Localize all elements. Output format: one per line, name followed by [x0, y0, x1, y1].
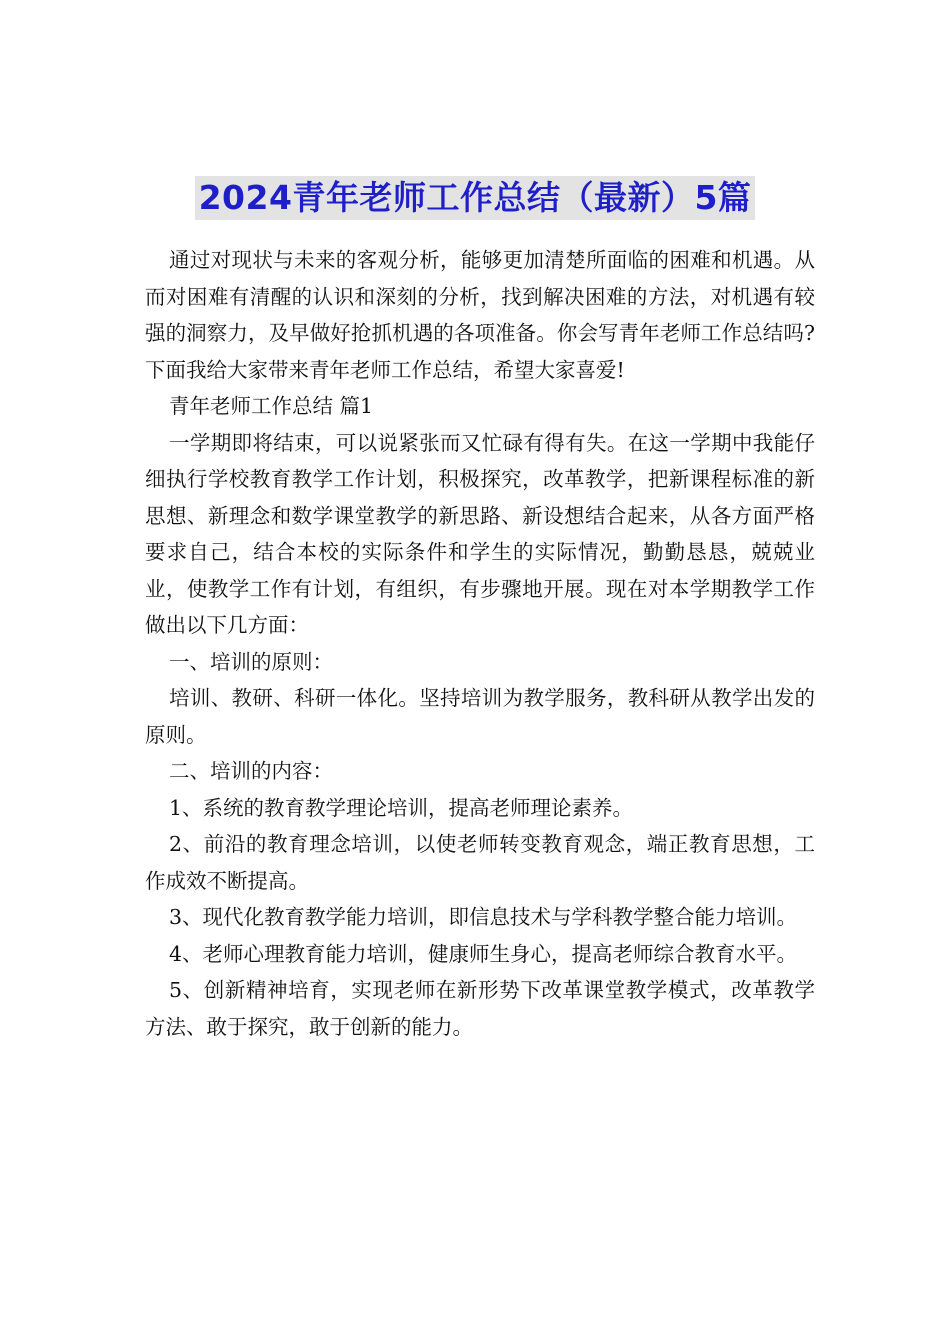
body-paragraph: 培训、教研、科研一体化。坚持培训为教学服务，教科研从教学出发的原则。	[145, 686, 815, 747]
document-body	[145, 242, 815, 1045]
section-heading: 青年老师工作总结 篇1	[169, 394, 374, 418]
list-item: 3、现代化教育教学能力培训，即信息技术与学科教学整合能力培训。	[169, 905, 798, 929]
list-item: 1、系统的教育教学理论培训，提高老师理论素养。	[169, 795, 634, 820]
list-item: 4、老师心理教育能力培训，健康师生身心，提高老师综合教育水平。	[169, 941, 798, 966]
document-title: 2024青年老师工作总结（最新）5篇	[195, 176, 756, 220]
list-item: 5、创新精神培育，实现老师在新形势下改革课堂教学模式，改革教学方法、敢于探究，敢于创新的能力。	[145, 978, 815, 1039]
intro-paragraph: 通过对现状与未来的客观分析，能够更加清楚所面临的困难和机遇。从而对困难有清醒的认识和深刻的分析，找到解决困难的方法，对机遇有较强的洞察力，及早做好抢抓机遇的各项准备。你会写青年老师工作总结吗?下面我给大家带来青年老师工作总结，希望大家喜爱!	[145, 248, 815, 382]
title-container	[0, 176, 950, 220]
list-item: 2、前沿的教育理念培训，以使老师转变教育观念，端正教育思想，工作成效不断提高。	[145, 832, 815, 893]
subsection-heading: 二、培训的内容：	[169, 759, 333, 783]
body-paragraph: 一学期即将结束，可以说紧张而又忙碌有得有失。在这一学期中我能仔细执行学校教育教学工作计划，积极探究，改革教学，把新课程标准的新思想、新理念和数学课堂教学的新思路、新设想结合起来，从各方面严格要求自己，结合本校的实际条件和学生的实际情况，勤勤恳恳，兢兢业业，使教学工作有计划，有组织，有步骤地开展。现在对本学期教学工作做出以下几方面：	[145, 430, 815, 637]
subsection-heading: 一、培训的原则：	[169, 649, 333, 674]
